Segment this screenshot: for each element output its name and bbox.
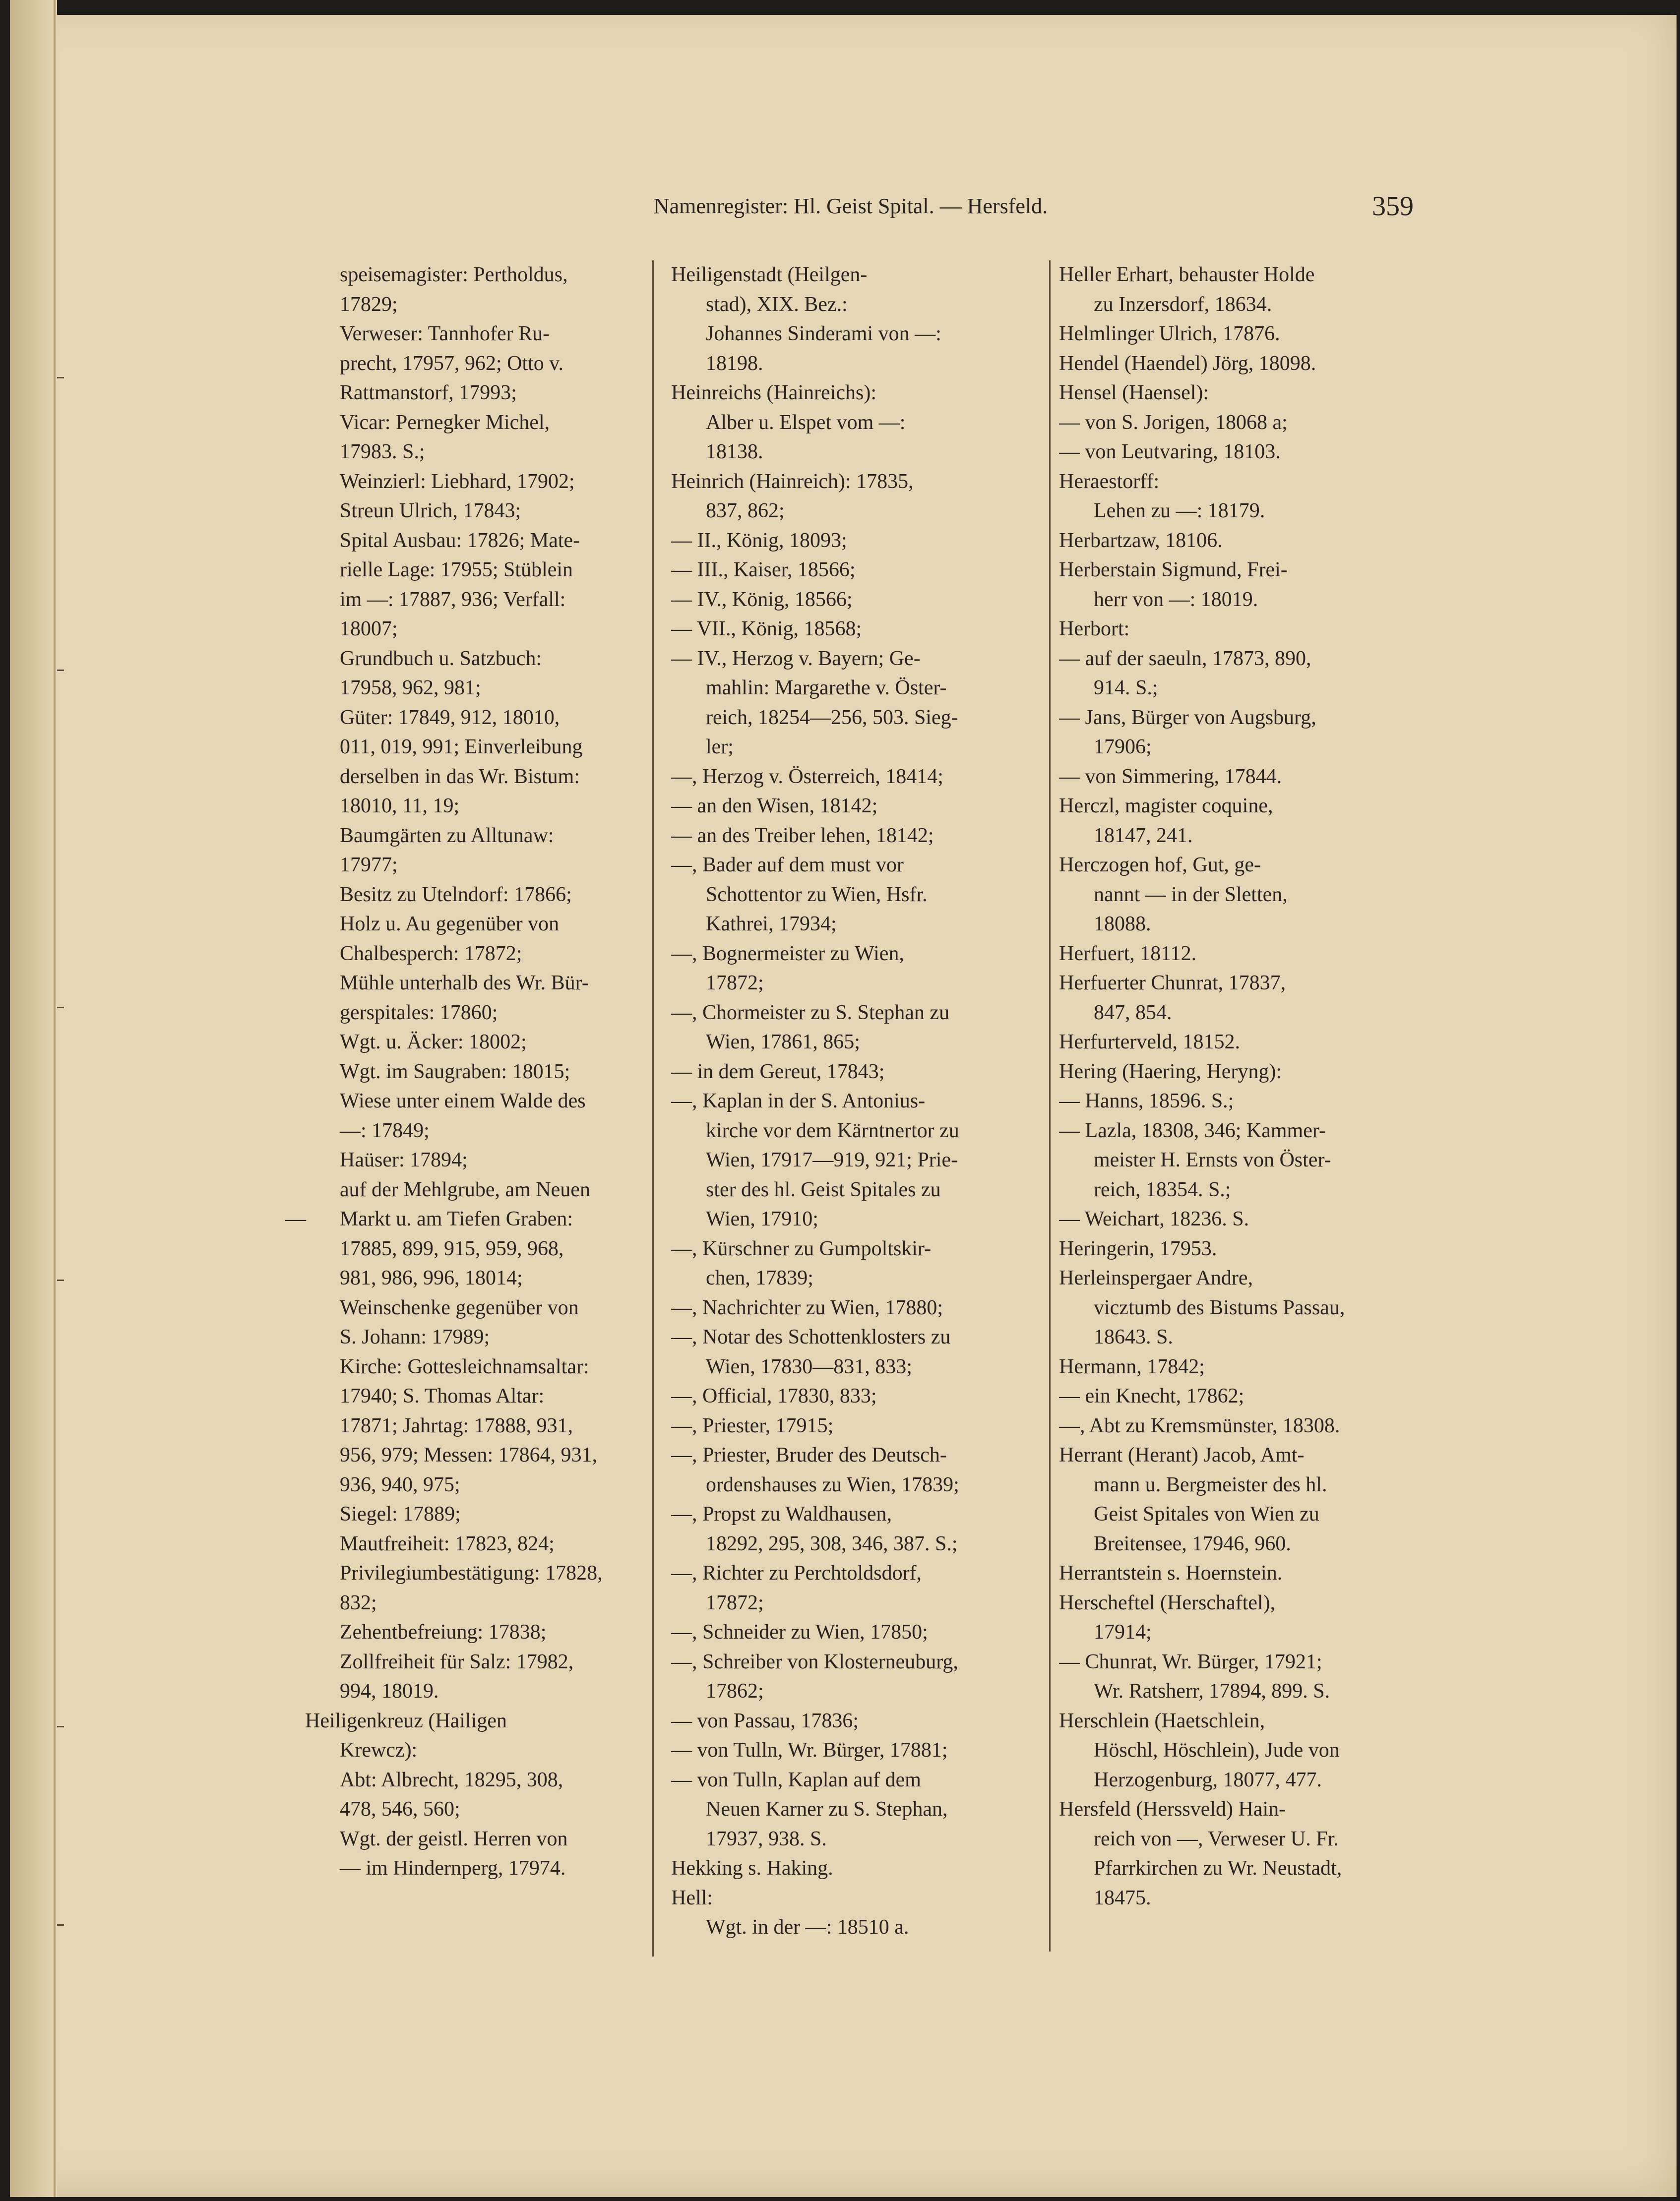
index-line: — Jans, Bürger von Augsburg, bbox=[1059, 706, 1316, 729]
index-line: —, Schneider zu Wien, 17850; bbox=[671, 1621, 928, 1644]
index-line: — III., Kaiser, 18566; bbox=[671, 558, 856, 581]
index-line: 936, 940, 975; bbox=[340, 1473, 460, 1496]
index-line: 17983. S.; bbox=[340, 440, 425, 463]
index-line: Herleinspergaer Andre, bbox=[1059, 1267, 1253, 1289]
index-line: 994, 18019. bbox=[340, 1680, 439, 1703]
index-line: Krewcz): bbox=[340, 1739, 418, 1762]
index-line: — an den Wisen, 18142; bbox=[671, 795, 878, 817]
index-line: Wien, 17917—919, 921; Prie- bbox=[706, 1149, 958, 1171]
index-line: nannt — in der Sletten, bbox=[1094, 883, 1288, 906]
index-line: 18643. S. bbox=[1094, 1326, 1173, 1348]
index-line: 17829; bbox=[340, 293, 398, 316]
index-line: Heinreichs (Hainreichs): bbox=[671, 381, 876, 404]
index-line: Spital Ausbau: 17826; Mate- bbox=[340, 529, 580, 552]
index-line: 17872; bbox=[706, 972, 764, 994]
index-line: kirche vor dem Kärntnertor zu bbox=[706, 1119, 959, 1142]
index-line: 17977; bbox=[340, 854, 398, 876]
index-line: Pfarrkirchen zu Wr. Neustadt, bbox=[1094, 1857, 1342, 1880]
index-line: — ein Knecht, 17862; bbox=[1059, 1385, 1244, 1407]
index-line: Herscheftel (Herschaftel), bbox=[1059, 1591, 1276, 1614]
index-line: — von Tulln, Wr. Bürger, 17881; bbox=[671, 1739, 948, 1762]
index-line: Heringerin, 17953. bbox=[1059, 1237, 1217, 1260]
index-line: —, Richter zu Perchtoldsdorf, bbox=[671, 1562, 922, 1585]
index-line: Siegel: 17889; bbox=[340, 1503, 461, 1526]
index-line: 18138. bbox=[706, 440, 763, 463]
index-line: chen, 17839; bbox=[706, 1267, 813, 1289]
index-line: 18007; bbox=[340, 617, 398, 640]
index-line: Heiligenstadt (Heilgen- bbox=[671, 263, 868, 286]
index-line: — Hanns, 18596. S.; bbox=[1059, 1090, 1234, 1112]
index-line: Lehen zu —: 18179. bbox=[1094, 499, 1265, 522]
index-line: Hendel (Haendel) Jörg, 18098. bbox=[1059, 352, 1316, 375]
index-line: Kathrei, 17934; bbox=[706, 913, 837, 935]
page-number: 359 bbox=[1372, 191, 1414, 222]
index-line: Herczl, magister coquine, bbox=[1059, 795, 1273, 817]
index-line: reich, 18254—256, 503. Sieg- bbox=[706, 706, 958, 729]
index-column-2 bbox=[671, 260, 1027, 1943]
index-line: gerspitales: 17860; bbox=[340, 1001, 498, 1024]
index-line: Heraestorff: bbox=[1059, 470, 1160, 493]
index-line: herr von —: 18019. bbox=[1094, 588, 1258, 611]
index-line: —, Kaplan in der S. Antonius- bbox=[671, 1090, 926, 1112]
index-line: Hermann, 17842; bbox=[1059, 1355, 1205, 1378]
index-line: —, Bader auf dem must vor bbox=[671, 854, 904, 876]
index-column-3 bbox=[1059, 260, 1411, 1913]
book-page bbox=[10, 0, 1677, 2197]
index-line: — IV., König, 18566; bbox=[671, 588, 853, 611]
index-line: Herberstain Sigmund, Frei- bbox=[1059, 558, 1288, 581]
index-line: Hekking s. Haking. bbox=[671, 1857, 833, 1880]
index-line: 17871; Jahrtag: 17888, 931, bbox=[340, 1414, 573, 1437]
index-line: vicztumb des Bistums Passau, bbox=[1094, 1296, 1345, 1319]
index-line: stad), XIX. Bez.: bbox=[706, 293, 848, 316]
index-line: —, Chormeister zu S. Stephan zu bbox=[671, 1001, 950, 1024]
index-line: 17940; S. Thomas Altar: bbox=[340, 1385, 545, 1407]
index-line: —, Schreiber von Klosterneuburg, bbox=[671, 1650, 958, 1673]
scan-top-edge bbox=[10, 0, 1677, 15]
index-line: Haüser: 17894; bbox=[340, 1149, 468, 1171]
index-line: Hering (Haering, Heryng): bbox=[1059, 1060, 1282, 1083]
index-line: Herczogen hof, Gut, ge- bbox=[1059, 854, 1261, 876]
index-line: Herfurterveld, 18152. bbox=[1059, 1031, 1241, 1053]
index-line: — Weichart, 18236. S. bbox=[1059, 1208, 1249, 1230]
index-line: 847, 854. bbox=[1094, 1001, 1172, 1024]
index-line: Wgt. in der —: 18510 a. bbox=[706, 1916, 909, 1939]
index-line: — Lazla, 18308, 346; Kammer- bbox=[1059, 1119, 1326, 1142]
index-line: Hersfeld (Herssveld) Hain- bbox=[1059, 1798, 1286, 1821]
index-line: Alber u. Elspet vom —: bbox=[706, 411, 906, 434]
page-spine bbox=[10, 0, 57, 2197]
index-line: —, Notar des Schottenklosters zu bbox=[671, 1326, 951, 1348]
column-rule-2 bbox=[1049, 260, 1051, 1952]
index-line: Hell: bbox=[671, 1886, 713, 1909]
index-line: reich von —, Verweser U. Fr. bbox=[1094, 1827, 1339, 1850]
index-line: Grundbuch u. Satzbuch: bbox=[340, 647, 542, 670]
margin-mark bbox=[57, 1726, 64, 1727]
index-line: 18147, 241. bbox=[1094, 824, 1193, 847]
index-line: 832; bbox=[340, 1591, 377, 1614]
index-line: 18088. bbox=[1094, 913, 1151, 935]
index-line: Zollfreiheit für Salz: 17982, bbox=[340, 1650, 574, 1673]
index-column-1 bbox=[305, 260, 642, 1884]
index-line: 17958, 962, 981; bbox=[340, 676, 481, 699]
index-line: 17862; bbox=[706, 1680, 764, 1703]
index-line: Wr. Ratsherr, 17894, 899. S. bbox=[1094, 1680, 1330, 1703]
margin-mark bbox=[57, 670, 64, 671]
index-line: 837, 862; bbox=[706, 499, 785, 522]
index-line: Streun Ulrich, 17843; bbox=[340, 499, 521, 522]
index-line: Rattmanstorf, 17993; bbox=[340, 381, 517, 404]
index-line: —, Kürschner zu Gumpoltskir- bbox=[671, 1237, 932, 1260]
index-line: 011, 019, 991; Einverleibung bbox=[340, 735, 583, 758]
index-line: Herzogenburg, 18077, 477. bbox=[1094, 1768, 1322, 1791]
index-line: Heinrich (Hainreich): 17835, bbox=[671, 470, 914, 493]
index-line: 478, 546, 560; bbox=[340, 1798, 460, 1821]
index-line: Höschl, Höschlein), Jude von bbox=[1094, 1739, 1340, 1762]
index-line: 914. S.; bbox=[1094, 676, 1158, 699]
index-line: ster des hl. Geist Spitales zu bbox=[706, 1178, 941, 1201]
index-line: meister H. Ernsts von Öster- bbox=[1094, 1149, 1331, 1171]
index-line: Privilegiumbestätigung: 17828, bbox=[340, 1562, 603, 1585]
index-line: Markt u. am Tiefen Graben: bbox=[340, 1208, 573, 1230]
index-line: — Chunrat, Wr. Bürger, 17921; bbox=[1059, 1650, 1322, 1673]
index-line: —, Propst zu Waldhausen, bbox=[671, 1503, 892, 1526]
index-line: Holz u. Au gegenüber von bbox=[340, 913, 560, 935]
index-line: Herrantstein s. Hoernstein. bbox=[1059, 1562, 1283, 1585]
index-line: Wien, 17861, 865; bbox=[706, 1031, 860, 1053]
index-line: 17885, 899, 915, 959, 968, bbox=[340, 1237, 564, 1260]
index-line: Helmlinger Ulrich, 17876. bbox=[1059, 322, 1280, 345]
index-line: Heiligenkreuz (Hailigen bbox=[305, 1709, 507, 1732]
index-line: mahlin: Margarethe v. Öster- bbox=[706, 676, 947, 699]
spine-fold-line bbox=[54, 0, 56, 2197]
index-line: Chalbesperch: 17872; bbox=[340, 942, 522, 965]
index-line: Schottentor zu Wien, Hsfr. bbox=[706, 883, 928, 906]
index-line: — von S. Jorigen, 18068 a; bbox=[1059, 411, 1288, 434]
index-line: Herfuerter Chunrat, 17837, bbox=[1059, 972, 1286, 994]
index-line: 17937, 938. S. bbox=[706, 1827, 827, 1850]
index-line: 17906; bbox=[1094, 735, 1152, 758]
index-line: S. Johann: 17989; bbox=[340, 1326, 490, 1348]
index-line: Besitz zu Utelndorf: 17866; bbox=[340, 883, 572, 906]
index-line: Herbartzaw, 18106. bbox=[1059, 529, 1223, 552]
index-line: 17914; bbox=[1094, 1621, 1152, 1644]
index-line: Breitensee, 17946, 960. bbox=[1094, 1532, 1291, 1555]
index-line: speisemagister: Pertholdus, bbox=[340, 263, 568, 286]
index-line: Baumgärten zu Alltunaw: bbox=[340, 824, 554, 847]
index-line: — IV., Herzog v. Bayern; Ge- bbox=[671, 647, 921, 670]
index-line: reich, 18354. S.; bbox=[1094, 1178, 1231, 1201]
margin-mark bbox=[57, 1280, 64, 1281]
index-line: Geist Spitales von Wien zu bbox=[1094, 1503, 1319, 1526]
index-line: rielle Lage: 17955; Stüblein bbox=[340, 558, 573, 581]
index-line: —, Abt zu Kremsmünster, 18308. bbox=[1059, 1414, 1340, 1437]
margin-dash: — bbox=[285, 1208, 306, 1230]
index-line: 956, 979; Messen: 17864, 931, bbox=[340, 1444, 598, 1467]
index-line: Johannes Sinderami von —: bbox=[706, 322, 941, 345]
index-line: ordenshauses zu Wien, 17839; bbox=[706, 1473, 959, 1496]
index-line: —: 17849; bbox=[340, 1119, 430, 1142]
index-line: Herschlein (Haetschlein, bbox=[1059, 1709, 1265, 1732]
index-line: — an des Treiber lehen, 18142; bbox=[671, 824, 934, 847]
index-line: Wgt. der geistl. Herren von bbox=[340, 1827, 568, 1850]
index-line: Güter: 17849, 912, 18010, bbox=[340, 706, 560, 729]
index-line: mann u. Bergmeister des hl. bbox=[1094, 1473, 1327, 1496]
index-line: — von Passau, 17836; bbox=[671, 1709, 859, 1732]
index-line: Herbort: bbox=[1059, 617, 1130, 640]
index-line: Heller Erhart, behauster Holde bbox=[1059, 263, 1315, 286]
index-line: — von Tulln, Kaplan auf dem bbox=[671, 1768, 921, 1791]
index-line: —, Herzog v. Österreich, 18414; bbox=[671, 765, 943, 788]
index-line: Zehentbefreiung: 17838; bbox=[340, 1621, 547, 1644]
index-line: —, Official, 17830, 833; bbox=[671, 1385, 877, 1407]
column-rule-1 bbox=[652, 260, 654, 1956]
index-line: 981, 986, 996, 18014; bbox=[340, 1267, 523, 1289]
index-line: Wien, 17910; bbox=[706, 1208, 818, 1230]
index-line: — von Simmering, 17844. bbox=[1059, 765, 1282, 788]
index-line: Hensel (Haensel): bbox=[1059, 381, 1209, 404]
index-line: 18198. bbox=[706, 352, 763, 375]
margin-mark bbox=[57, 377, 64, 378]
index-line: Weinzierl: Liebhard, 17902; bbox=[340, 470, 575, 493]
index-line: im —: 17887, 936; Verfall: bbox=[340, 588, 566, 611]
index-line: Herfuert, 18112. bbox=[1059, 942, 1197, 965]
index-line: Neuen Karner zu S. Stephan, bbox=[706, 1798, 948, 1821]
index-line: —, Priester, Bruder des Deutsch- bbox=[671, 1444, 947, 1467]
index-line: — von Leutvaring, 18103. bbox=[1059, 440, 1281, 463]
index-line: — VII., König, 18568; bbox=[671, 617, 862, 640]
index-line: — im Hindernperg, 17974. bbox=[340, 1857, 566, 1880]
margin-mark bbox=[57, 1924, 64, 1926]
index-line: Vicar: Pernegker Michel, bbox=[340, 411, 550, 434]
index-line: —, Nachrichter zu Wien, 17880; bbox=[671, 1296, 943, 1319]
index-line: Wiese unter einem Walde des bbox=[340, 1090, 586, 1112]
index-line: — II., König, 18093; bbox=[671, 529, 847, 552]
index-line: — in dem Gereut, 17843; bbox=[671, 1060, 885, 1083]
index-line: Weinschenke gegenüber von bbox=[340, 1296, 579, 1319]
margin-mark bbox=[57, 1007, 64, 1008]
index-line: zu Inzersdorf, 18634. bbox=[1094, 293, 1272, 316]
index-line: 18292, 295, 308, 346, 387. S.; bbox=[706, 1532, 958, 1555]
index-line: derselben in das Wr. Bistum: bbox=[340, 765, 580, 788]
index-line: auf der Mehlgrube, am Neuen bbox=[340, 1178, 590, 1201]
index-line: Mühle unterhalb des Wr. Bür- bbox=[340, 972, 589, 994]
index-line: Herrant (Herant) Jacob, Amt- bbox=[1059, 1444, 1305, 1467]
index-line: 17872; bbox=[706, 1591, 764, 1614]
index-line: 18010, 11, 19; bbox=[340, 795, 460, 817]
index-line: Mautfreiheit: 17823, 824; bbox=[340, 1532, 555, 1555]
index-line: —, Priester, 17915; bbox=[671, 1414, 834, 1437]
index-line: Verweser: Tannhofer Ru- bbox=[340, 322, 550, 345]
index-line: Wgt. im Saugraben: 18015; bbox=[340, 1060, 570, 1083]
running-header: Namenregister: Hl. Geist Spital. — Hersfeld. bbox=[653, 194, 1048, 218]
index-line: ler; bbox=[706, 735, 734, 758]
index-line: — auf der saeuln, 17873, 890, bbox=[1059, 647, 1311, 670]
index-line: —, Bognermeister zu Wien, bbox=[671, 942, 904, 965]
index-line: Kirche: Gottesleichnamsaltar: bbox=[340, 1355, 589, 1378]
index-line: Wgt. u. Äcker: 18002; bbox=[340, 1031, 527, 1053]
index-line: precht, 17957, 962; Otto v. bbox=[340, 352, 564, 375]
index-line: 18475. bbox=[1094, 1886, 1151, 1909]
index-line: Abt: Albrecht, 18295, 308, bbox=[340, 1768, 563, 1791]
index-line: Wien, 17830—831, 833; bbox=[706, 1355, 912, 1378]
